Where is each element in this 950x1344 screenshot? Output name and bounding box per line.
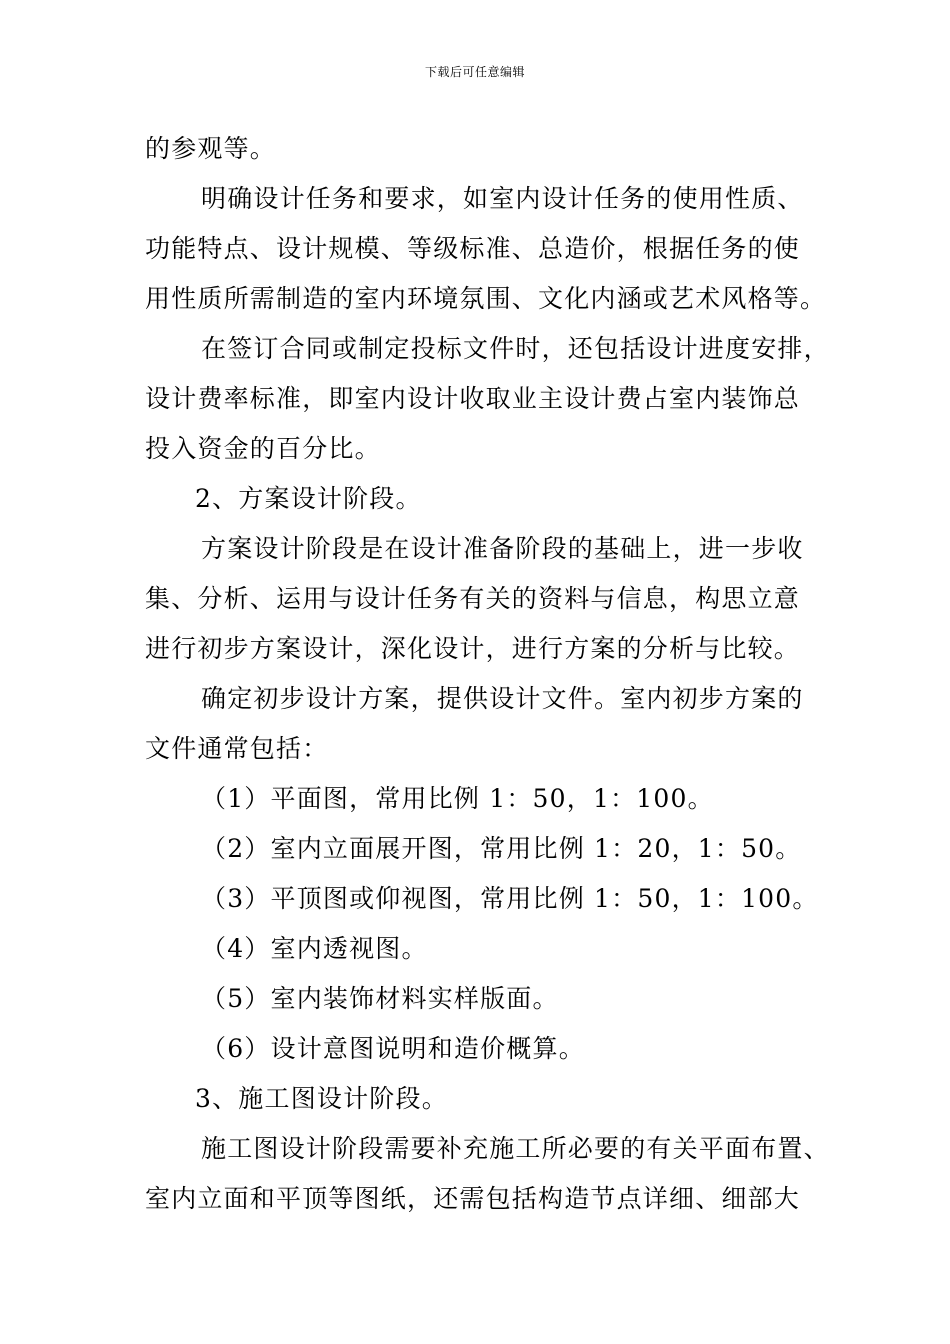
document-body	[145, 124, 830, 1224]
text-line: 的参观等。	[145, 134, 277, 163]
paragraph-first-line: 施工图设计阶段需要补充施工所必要的有关平面布置、	[201, 1134, 830, 1163]
text-line: 用性质所需制造的室内环境氛围、文化内涵或艺术风格等。	[145, 284, 827, 313]
text-line: 功能特点、设计规模、等级标准、总造价，根据任务的使	[145, 234, 801, 263]
text-line: 集、分析、运用与设计任务有关的资料与信息，构思立意	[145, 584, 801, 613]
page-header: 下载后可任意编辑	[424, 65, 525, 79]
list-item: （5）室内装饰材料实样版面。	[201, 984, 559, 1013]
list-item: （3）平顶图或仰视图，常用比例 1：50，1：100。	[201, 884, 819, 913]
paragraph-first-line: 确定初步设计方案，提供设计文件。室内初步方案的	[201, 684, 804, 713]
paragraph-first-line: 明确设计任务和要求，如室内设计任务的使用性质、	[201, 184, 804, 213]
text-line: 室内立面和平顶等图纸，还需包括构造节点详细、细部大	[145, 1184, 801, 1213]
list-item: （4）室内透视图。	[201, 934, 428, 963]
list-item: （1）平面图，常用比例 1：50，1：100。	[201, 784, 714, 813]
text-line: 投入资金的百分比。	[145, 434, 381, 463]
paragraph-first-line: 在签订合同或制定投标文件时，还包括设计进度安排，	[201, 334, 830, 363]
paragraph-first-line: 方案设计阶段是在设计准备阶段的基础上，进一步收	[201, 534, 804, 563]
text-line: 设计费率标准，即室内设计收取业主设计费占室内装饰总	[145, 384, 801, 413]
list-item: （2）室内立面展开图，常用比例 1：20，1：50。	[201, 834, 802, 863]
list-item: （6）设计意图说明和造价概算。	[201, 1034, 585, 1063]
section-heading: 3、施工图设计阶段。	[195, 1084, 448, 1113]
text-line: 文件通常包括：	[145, 734, 329, 763]
section-heading: 2、方案设计阶段。	[195, 484, 422, 513]
text-line: 进行初步方案设计，深化设计，进行方案的分析与比较。	[145, 634, 801, 663]
